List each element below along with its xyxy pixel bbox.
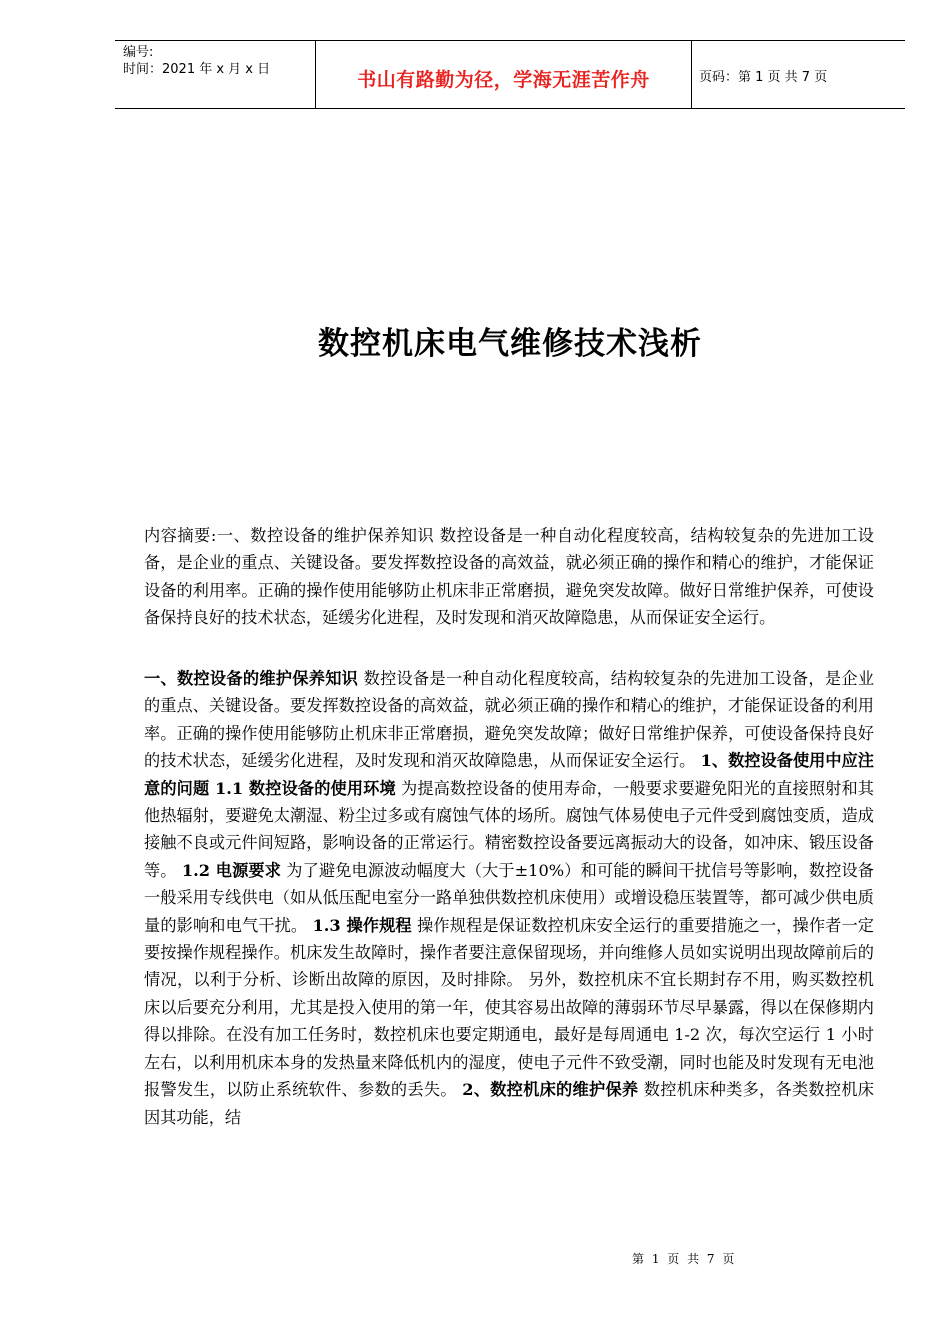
header-motto-cell <box>315 41 692 108</box>
header-page-number: 页码：第 1 页 共 7 页 <box>699 70 828 85</box>
main-body <box>144 665 874 1131</box>
page-footer: 第 1 页 共 7 页 <box>632 1252 737 1266</box>
section-heading-2: 2、数控机床的维护保养 <box>462 1080 639 1100</box>
body-paragraph-2: 为提高数控设备的使用寿命，一般要求要避免阳光的直接照射和其他热辐射，要避免太潮湿、粉尘过多或有腐蚀气体的场所。腐蚀气体易使电子元件受到腐蚀变质，造成接触不良或元件间短路，影响设备的正常运行。精密数控设备要远离振动大的设备，如冲床、锻压设备等。 <box>144 778 874 880</box>
section-heading-1-2: 1.2 电源要求 <box>181 860 282 880</box>
section-heading-1-3: 1.3 操作规程 <box>312 915 412 935</box>
document-number-label: 编号: <box>123 45 154 60</box>
page-header <box>115 40 905 109</box>
body-paragraph-5: 数控机床种类多，各类数控机床因其功能，结 <box>144 1080 874 1127</box>
header-motto: 书山有路勤为径，学海无涯苦作舟 <box>357 69 650 91</box>
abstract-paragraph: 内容摘要:一、数控设备的维护保养知识 数控设备是一种自动化程度较高，结构较复杂的先进加工设备，是企业的重点、关键设备。要发挥数控设备的高效益，就必须正确的操作和精心的维护，才能保证设备的利用率。正确的操作使用能够防止机床非正常磨损，避免突发故障。做好日常维护保养，可使设备保持良好的技术状态，延缓劣化进程，及时发现和消灭故障隐患，从而保证安全运行。 <box>144 526 874 628</box>
document-title: 数控机床电气维修技术浅析 <box>318 326 702 362</box>
header-meta-cell <box>115 41 315 108</box>
body-paragraph-3: 为了避免电源波动幅度大（大于±10%）和可能的瞬间干扰信号等影响，数控设备一般采用专线供电（如从低压配电室分一路单独供数控机床使用）或增设稳压装置等，都可减少供电质量的影响和电气干扰。 <box>144 860 874 935</box>
section-heading-1: 一、数控设备的维护保养知识 <box>144 669 359 688</box>
section-heading-1-1: 1、数控设备使用中应注意的问题 1.1 数控设备的使用环境 <box>144 751 874 798</box>
document-time-label: 时间：2021 年 x 月 x 日 <box>123 62 271 77</box>
header-page-cell <box>691 41 905 108</box>
body-paragraph-4: 操作规程是保证数控机床安全运行的重要措施之一，操作者一定要按操作规程操作。机床发生故障时，操作者要注意保留现场，并向维修人员如实说明出现故障前后的情况，以利于分析、诊断出故障的原因，及时排除。 另外，数控机床不宜长期封存不用，购买数控机床以后要充分利用，尤其是投入使用的第一年，使其容易出故障的薄弱环节尽早暴露，得以在保修期内得以排除。在没有加工任务时，数控机床也要定期通电，最好是每周通电 1-2 次，每次空运行 1 小时左右，以利用机床本身的发热量来降低机内的湿度，使电子元件不致受潮，同时也能及时发现有无电池报警发生，以防止系统软件、参数的丢失。 <box>144 915 874 1100</box>
body-paragraph-1: 数控设备是一种自动化程度较高，结构较复杂的先进加工设备，是企业的重点、关键设备。要发挥数控设备的高效益，就必须正确的操作和精心的维护，才能保证设备的利用率。正确的操作使用能够防止机床非正常磨损，避免突发故障；做好日常维护保养，可使设备保持良好的技术状态，延缓劣化进程，及时发现和消灭故障隐患，从而保证安全运行。 <box>144 669 875 771</box>
